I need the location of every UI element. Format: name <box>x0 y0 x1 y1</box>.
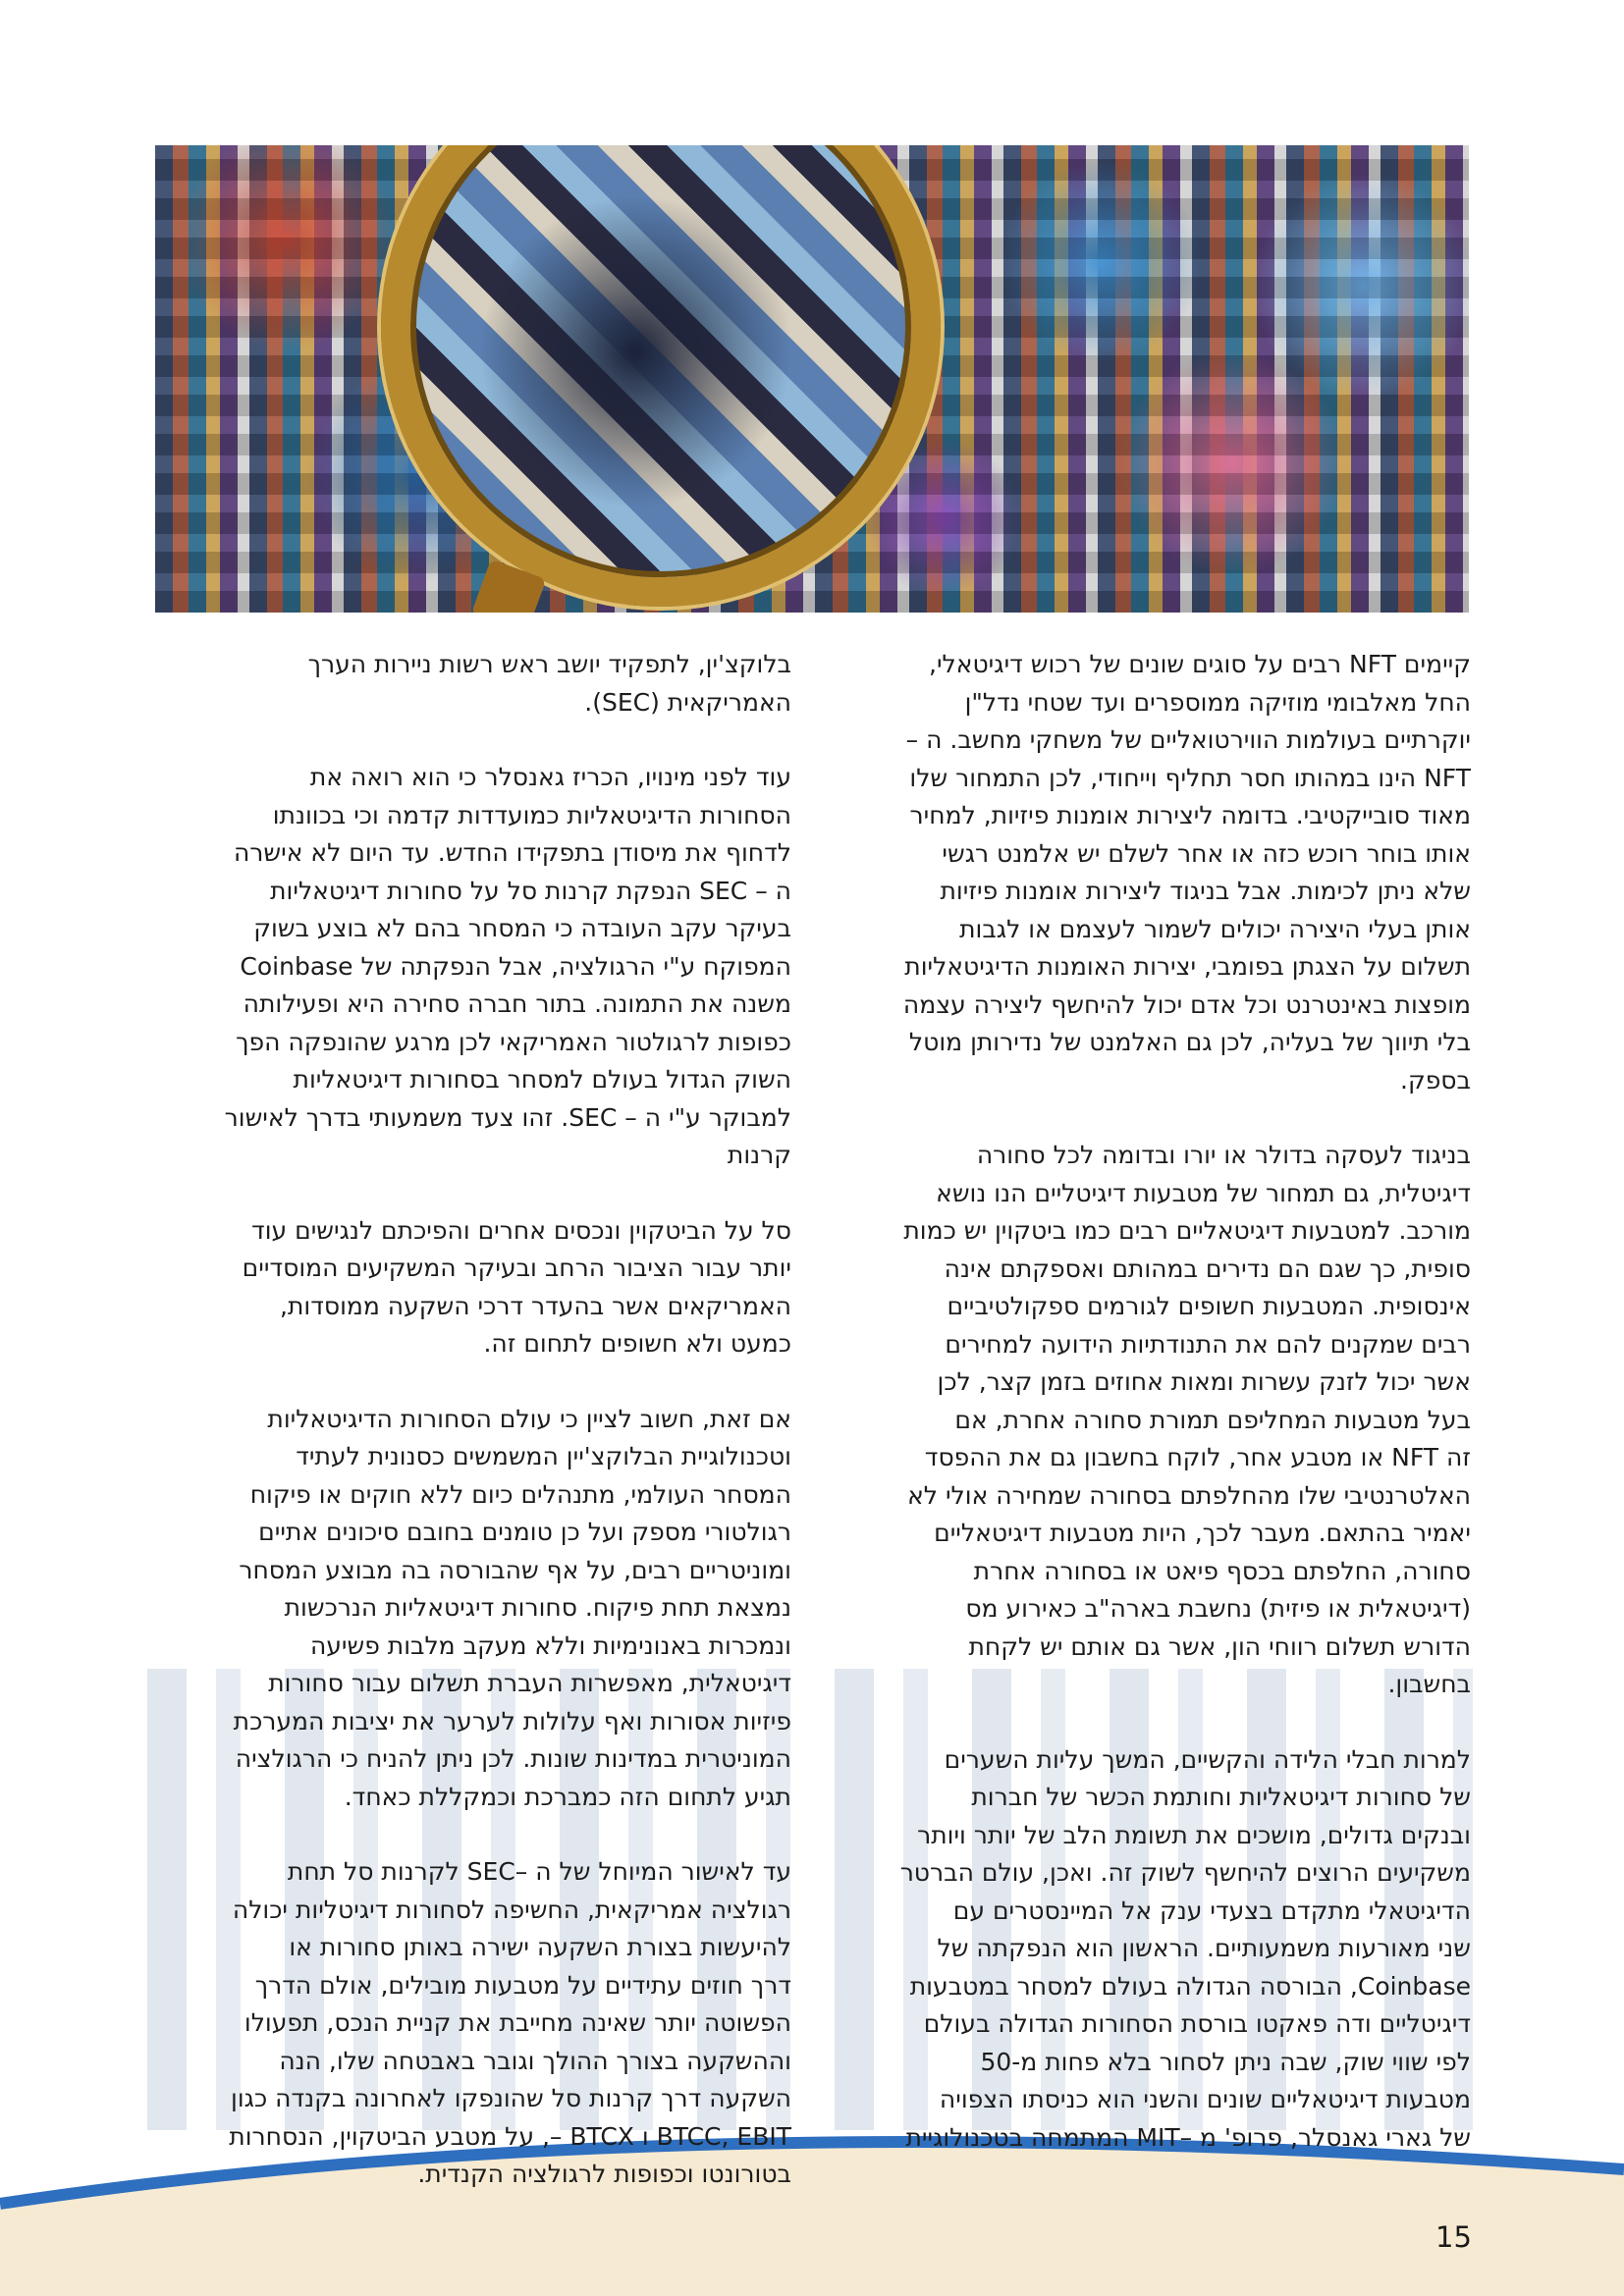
article-column-left <box>157 646 791 2231</box>
paragraph: בניגוד לעסקה בדולר או יורו ובדומה לכל סחורה דיגיטלית, גם תמחור של מטבעות דיגיטליים הנו נושא מורכב. למטבעות דיגיטאליים רבים כמו ביטקוין יש כמות סופית, כך שגם הם נדירים במהותם ואספקתם אינה אינסופית. המטבעות חשופים לגורמים ספקולטיביים רבים שמקנים להם את התנודתיות הידועה למחירים אשר יכול לזנק עשרות ומאות אחוזים בזמן קצר, לכן בעל מטבעות המחליפם תמורת סחורה אחרת, אם זה NFT או מטבע אחר, לוקח בחשבון גם את ההפסד האלטרנטיבי שלו מהחלפתם בסחורה שמחירה אולי לא יאמיר בהתאם. מעבר לכך, היות מטבעות דיגיטאליים סחורה, החלפתם בכסף פיאט או בסחורה אחרת (דיגיטאלית או פיזית) נחשבת בארה"ב כאירוע מס הדורש תשלום רווחי הון, אשר גם אותם יש לקחת בחשבון. <box>903 1141 1471 1698</box>
article-column-right <box>835 646 1471 2194</box>
paragraph: עד לאישור המיוחל של ה –SEC לקרנות סל תחת רגולציה אמריקאית, החשיפה לסחורות דיגיטליות יכולה להיעשות בצורת השקעה ישירה באותן סחורות או דרך חוזים עתידיים על מטבעות מובילים, אולם הדרך הפשוטה יותר שאינה מחייבת את קניית הנכס, תפעולו וההשקעה בצורך ההולך וגובר באבטחה שלו, הנה השקעה דרך קרנות סל שהונפקו לאחרונה בקנדה כגון BTCC, EBIT ו BTCX –, על מטבע הביטקוין, הנסחרות בטורונטו וכפופות לרגולציה הקנדית. <box>229 1857 791 2188</box>
paragraph: בלוקצ'ין, לתפקיד יושב ראש רשות ניירות הערך האמריקאית (SEC). <box>307 650 791 717</box>
page-number: 15 <box>1435 2220 1472 2254</box>
paragraph: עוד לפני מינויו, הכריז גאנסלר כי הוא רואה את הסחורות הדיגיטאליות כמועדדות קדמה וכי בכוונתו לדחוף את מיסודן בתפקידו החדש. עד היום לא אישרה ה – SEC הנפקת קרנות סל על סחורות דיגיטאליות בעיקר עקב העובדה כי המסחר בהם לא בוצע בשוק המפוקח ע"י הרגולציה, אבל הנפקתה של Coinbase משנה את התמונה. בתור חברה סחירה היא ופעילותה כפופות לרגולטור האמריקאי לכן מרגע שהונפקה הפך השוק הגדול בעולם למסחר בסחורות דיגיטאליות למבוקר ע"י ה – SEC. זהו צעד משמעותי בדרך לאישור קרנות <box>224 763 791 1169</box>
magnifying-glass-lens <box>381 145 941 607</box>
paragraph: קיימים NFT רבים על סוגים שונים של רכוש דיגיטאלי, החל מאלבומי מוזיקה ממוספרים ועד שטחי נדל"ן יוקרתיים בעולמות הווירטואליים של משחקי מחשב. ה – NFT הינו במהותו חסר תחליף וייחודי, לכן התמחור שלו מאוד סובייקטיבי. בדומה ליצירות אומנות פיזיות, למחיר אותו בוחר רוכש כזה או אחר לשלם יש אלמנט רגשי שלא ניתן לכימות. אבל בניגוד ליצירות אומנות פיזיות אותן בעלי היצירה יכולים לשמור לעצמם או לגבות תשלום על הצגתן בפומבי, יצירות האומנות הדיגיטאליות מופצות באינטרנט וכל אדם יכול להיחשף ליצירה עצמה בלי תיווך של בעליה, לכן גם האלמנט של נדירותן מוטל בספק. <box>902 650 1471 1095</box>
hero-image <box>155 145 1469 613</box>
paragraph: למרות חבלי הלידה והקשיים, המשך עליות השערים של סחורות דיגיטאליות וחותמת הכשר של חברות ובנקים גדולים, מושכים את תשומת הלב של יותר ויותר משקיעים הרוצים להיחשף לשוק זה. ואכן, עולם הברטר הדיגיטאלי מתקדם בצעדי ענק אל המיינסטרים עם שני מאורעות משמעותיים. הראשון הוא הנפקתה של Coinbase, הבורסה הגדולה בעולם למסחר במטבעות דיגיטליים ודה פאקטו בורסת הסחורות הגדולה בעולם לפי שווי שוק, שבה ניתן לסחור בלא פחות מ-50 מטבעות דיגיטאליים שונים והשני הוא כניסתו הצפויה של גארי גאנסלר, פרופ' מ –MIT המתמחה בטכנולוגיית <box>899 1744 1471 2152</box>
paragraph: אם זאת, חשוב לציין כי עולם הסחורות הדיגיטאליות וטכנולוגיית הבלוקצ'יין המשמשים כסנונית לעתיד המסחר העולמי, מתנהלים כיום ללא חוקים או פיקוח רגולטורי מספק ועל כן טומנים בחובם סיכונים אתיים ומוניטריים רבים, על אף שהבורסה בה מבוצע המסחר נמצאת תחת פיקוח. סחורות דיגיטאליות הנרכשות ונמכרות באנונימיות וללא מעקב מלבות פשיעה דיגיטאלית, מאפשרות העברת תשלום עבור סחורות פיזיות אסורות ואף עלולות לערער את יציבות המערכת המוניטרית במדינות שונות. לכן ניתן להניח כי הרגולציה תגיע לתחום הזה כמברכת וכמקללת כאחד. <box>233 1404 791 1811</box>
paragraph: סל על הביטקוין ונכסים אחרים והפיכתם לנגישים עוד יותר עבור הציבור הרחב ובעיקר המשקיעים המוסדיים האמריקאים אשר בהעדר דרכי השקעה ממוסדות, כמעט ולא חשופים לתחום זה. <box>242 1215 791 1358</box>
